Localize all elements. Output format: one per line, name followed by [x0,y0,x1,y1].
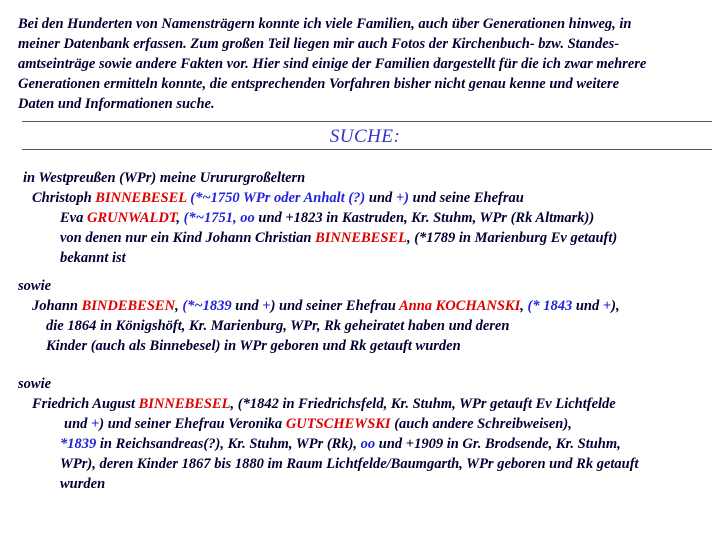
date-text: + [91,416,100,432]
divider-top [22,121,712,122]
date-text: + [262,298,271,314]
surname: BINNEBESEL [315,230,407,246]
text: , [175,298,183,314]
surname: BINNEBESEL [138,396,231,412]
text: , [520,298,528,314]
intro-line: Daten und Informationen suche. [18,96,215,112]
text: und [368,190,396,206]
entry3-line1 [32,394,616,414]
text: , [176,210,184,226]
surname: GUTSCHEWSKI [285,416,391,432]
text: Christoph [32,190,96,206]
surname: Anna KOCHANSKI [398,298,521,314]
text: ), [611,298,620,314]
date-text: *1839 [60,436,97,452]
text: und [235,298,263,314]
date-text: +) [395,190,409,206]
entry3-line5: wurden [60,476,106,492]
page-title: SUCHE: [329,126,401,147]
entry1-line1 [32,188,524,208]
entry1-line2 [60,208,594,228]
entry2-line3: Kinder (auch als Binnebesel) in WPr geboren und Rk getauft wurden [46,338,461,354]
date-text: (*~1750 WPr oder Anhalt (?) [186,190,369,206]
entry1-heading: in Westpreußen (WPr) meine Urururgroßeltern [23,170,306,186]
text: und seine Ehefrau [409,190,524,206]
text: von denen nur ein Kind Johann Christian [60,230,316,246]
entry1-line3 [60,228,617,248]
text: , (*1842 in Friedrichsfeld, Kr. Stuhm, WPr getauft Ev Lichtfelde [230,396,616,412]
text: Eva [60,210,87,226]
text: ) und seiner Ehefrau [270,298,399,314]
text: und +1909 in Gr. Brodsende, Kr. Stuhm, [375,436,621,452]
date-text: (* 1843 [527,298,576,314]
divider-bottom [22,149,712,150]
text: in Reichsandreas(?), Kr. Stuhm, WPr (Rk), [96,436,361,452]
entry2-line2: die 1864 in Königshöft, Kr. Marienburg, WPr, Rk geheiratet haben und deren [46,318,510,334]
surname: BINDEBESEN [81,298,176,314]
intro-line: Generationen ermitteln konnte, die entsprechenden Vorfahren bisher nicht genau kenne und weitere [18,76,619,92]
intro-line: Bei den Hunderten von Namensträgern konnte ich viele Familien, auch über Generationen hinweg, in [18,16,632,32]
text: ) und seiner Ehefrau Veronika [99,416,286,432]
entry1-line4: bekannt ist [60,250,126,266]
text: Friedrich August [32,396,139,412]
surname: BINNEBESEL [95,190,187,206]
intro-paragraph [18,14,713,114]
intro-line: meiner Datenbank erfassen. Zum großen Teil liegen mir auch Fotos der Kirchenbuch- bzw. Standes- [18,36,620,52]
entry3-sowie: sowie [18,376,52,392]
text: und +1823 in Kastruden, Kr. Stuhm, WPr (Rk Altmark)) [258,210,595,226]
text: und [575,298,603,314]
date-text: oo [360,436,376,452]
entry3-line4: WPr), deren Kinder 1867 bis 1880 im Raum Lichtfelde/Baumgarth, WPr geboren und Rk getauft [60,456,639,472]
text: , (*1789 in Marienburg Ev getauft) [406,230,618,246]
text: (auch andere Schreibweisen), [390,416,572,432]
entry2-line1 [32,296,620,316]
intro-line: amtseinträge sowie andere Fakten vor. Hier sind einige der Familien dargestellt für die ich zwar mehrere [18,56,647,72]
date-text: + [602,298,612,314]
date-text: (*~1751, oo [183,210,259,226]
entry3-line3 [60,434,621,454]
text: und [64,416,92,432]
surname: GRUNWALDT [86,210,177,226]
date-text: (*~1839 [182,298,236,314]
text: Johann [32,298,82,314]
entry3-line2 [64,414,572,434]
entry2-sowie: sowie [18,278,52,294]
